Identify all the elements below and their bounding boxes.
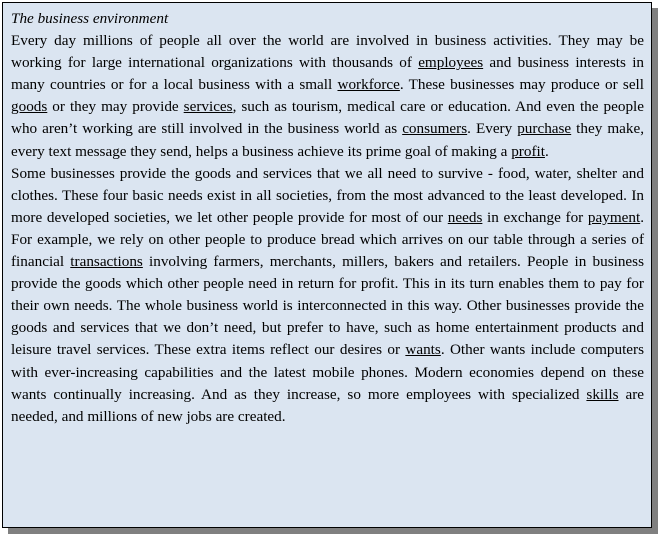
key-term: needs bbox=[447, 208, 483, 226]
key-term: transactions bbox=[70, 253, 143, 271]
key-term: consumers bbox=[402, 120, 468, 138]
paragraph-2: Some businesses provide the goods and services that we all need to survive - food, water, shelter and clothes. These four basic needs exist in all societies, from the most advanced to the least developed. In more developed societies, we let other people provide for most of our needs in exchange for payment. For example, we rely on other people to produce bread which arrives on our table through a series of financial transactions involving farmers, merchants, millers, bakers and retailers. People in business provide the goods which other people need in return for profit. This in its turn enables them to pay for their own needs. The whole business world is interconnected in this way. Other businesses provide the goods and services that we don’t need, but prefer to have, such as home entertainment products and leisure travel services. These extra items reflect our desires or wants. Other wants include computers with ever-increasing capabilities and the latest mobile phones. Modern economies depend on these wants continually increasing. And as they increase, so more employees with specialized skills are needed, and millions of new jobs are created. bbox=[11, 164, 644, 425]
text-box bbox=[2, 2, 652, 528]
key-term: skills bbox=[586, 385, 619, 403]
key-term: purchase bbox=[517, 120, 572, 138]
key-term: services bbox=[183, 98, 233, 116]
box-title: The business environment bbox=[11, 10, 169, 27]
key-term: goods bbox=[11, 98, 48, 116]
key-term: workforce bbox=[337, 76, 400, 94]
key-term: employees bbox=[418, 54, 484, 72]
key-term: payment bbox=[587, 208, 641, 226]
key-term: wants bbox=[405, 341, 441, 359]
key-term: profit bbox=[511, 142, 545, 160]
paragraph-1: Every day millions of people all over the world are involved in business activities. They may be working for large international organizations with thousands of employees and business interests in many countries or for a local business with a small workforce. These businesses may produce or sell goods or they may provide services, such as tourism, medical care or education. And even the people who aren’t working are still involved in the business world as consumers. Every purchase they make, every text message they send, helps a business achieve its prime goal of making a profit. bbox=[11, 32, 645, 160]
